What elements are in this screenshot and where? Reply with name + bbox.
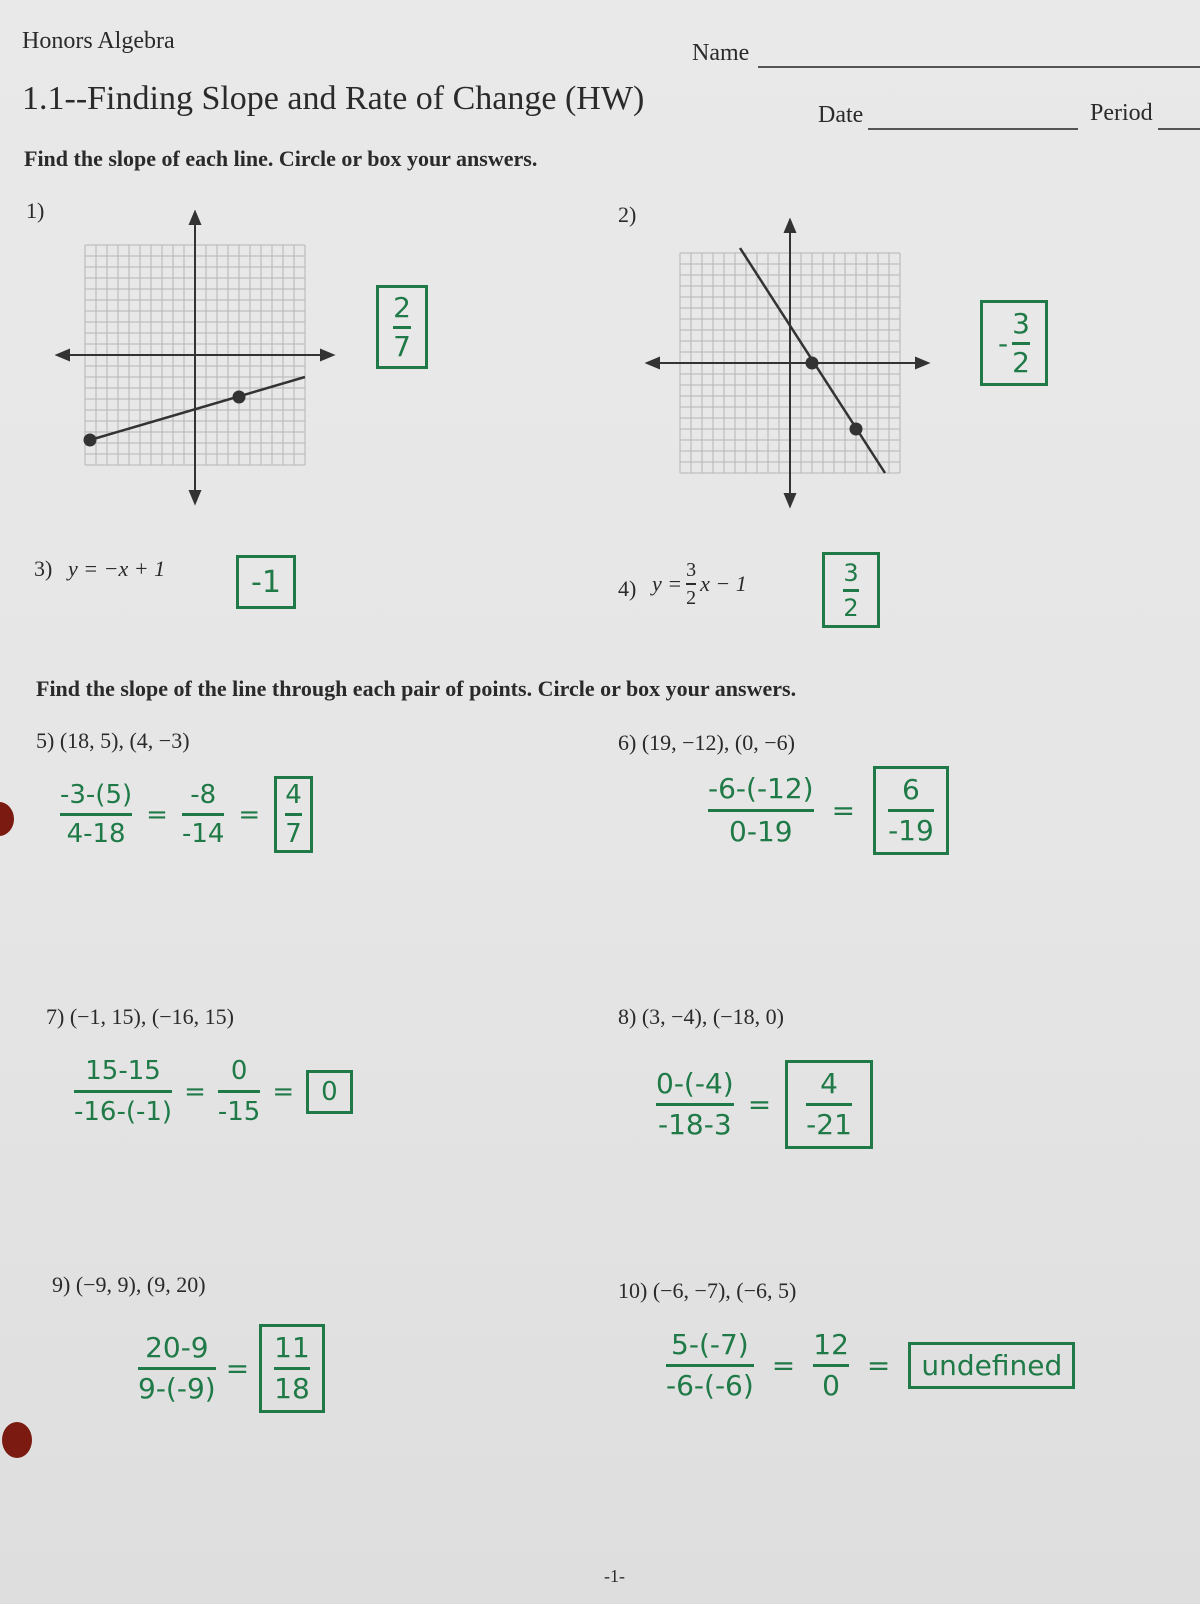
problem-10-points: 10) (−6, −7), (−6, 5) xyxy=(618,1278,797,1303)
p9-work1-num: 20-9 xyxy=(145,1331,209,1364)
problem-2-graph xyxy=(645,218,935,518)
p8-equals-1: = xyxy=(747,1088,772,1121)
p5-work2-num: -8 xyxy=(190,780,217,810)
p9-answer-den: 18 xyxy=(274,1372,310,1405)
p9-equals-1: = xyxy=(225,1352,250,1385)
binder-hole-1 xyxy=(0,802,14,836)
problem-1-answer-den: 7 xyxy=(393,329,411,363)
fraction-bar xyxy=(393,326,411,329)
problem-2-answer-sign: - xyxy=(998,326,1009,360)
p6-work1-num: -6-(-12) xyxy=(708,772,814,805)
p8-answer-num: 4 xyxy=(820,1067,838,1100)
problem-6-work xyxy=(708,766,949,855)
p5-work1-num: -3-(5) xyxy=(60,780,133,810)
problem-6-points: 6) (19, −12), (0, −6) xyxy=(618,730,795,755)
problem-2-answer-box xyxy=(980,300,1048,386)
p5-equals-2: = xyxy=(238,799,261,830)
p8-work1-num: 0-(-4) xyxy=(656,1067,734,1100)
problem-3-number: 3) xyxy=(34,556,53,581)
p9-work1-den: 9-(-9) xyxy=(138,1372,216,1405)
p6-equals-1: = xyxy=(831,794,856,827)
problem-1-graph xyxy=(55,210,345,510)
name-label: Name xyxy=(692,40,750,66)
problem-4-eq-fraction xyxy=(686,560,696,608)
problem-8-work xyxy=(656,1060,873,1149)
problem-10-work xyxy=(666,1330,1075,1401)
fraction-bar xyxy=(182,813,224,816)
fraction-bar xyxy=(686,583,696,585)
problem-9-points: 9) (−9, 9), (9, 20) xyxy=(52,1272,206,1297)
name-line xyxy=(758,66,1200,68)
problem-7-work xyxy=(74,1056,353,1127)
problem-6-answer-box xyxy=(873,766,949,855)
p5-work1-den: 4-18 xyxy=(66,819,126,849)
problem-8-answer-box xyxy=(785,1060,873,1149)
problem-1-number: 1) xyxy=(26,198,45,223)
fraction-bar xyxy=(218,1090,260,1093)
period-label: Period xyxy=(1090,100,1153,126)
p10-equals-2: = xyxy=(866,1349,891,1382)
p6-answer-num: 6 xyxy=(902,773,920,806)
binder-hole-2 xyxy=(2,1422,32,1458)
page-title: 1.1--Finding Slope and Rate of Change (HW) xyxy=(22,80,645,117)
p10-equals-1: = xyxy=(771,1349,796,1382)
course-name: Honors Algebra xyxy=(22,28,175,54)
problem-4-equation xyxy=(652,560,747,608)
problem-3-answer-box: -1 xyxy=(236,555,296,609)
problem-4-answer-box xyxy=(822,552,880,628)
problem-2-answer-den: 2 xyxy=(1012,345,1030,379)
p6-answer-den: -19 xyxy=(888,814,934,847)
fraction-bar xyxy=(708,809,814,812)
p7-work1-den: -16-(-1) xyxy=(74,1097,173,1127)
p7-work2-den: -15 xyxy=(217,1097,261,1127)
problem-4-eq-left: y = xyxy=(652,570,683,596)
p10-work1-num: 5-(-7) xyxy=(671,1328,749,1361)
problem-2-number: 2) xyxy=(618,202,637,227)
fraction-bar xyxy=(285,813,302,816)
problem-1-answer-box xyxy=(376,285,428,369)
problem-9-answer-box xyxy=(259,1324,325,1413)
fraction-bar xyxy=(806,1103,852,1106)
problem-4-answer-den: 2 xyxy=(843,593,859,622)
problem-1-answer-num: 2 xyxy=(393,290,411,324)
problem-7-answer-box: 0 xyxy=(306,1070,353,1114)
p8-answer-den: -21 xyxy=(806,1108,852,1141)
p8-work1-den: -18-3 xyxy=(658,1108,732,1141)
p5-equals-1: = xyxy=(146,799,168,830)
problem-10-answer-box: undefined xyxy=(908,1342,1075,1389)
problem-4-answer-num: 3 xyxy=(843,558,859,587)
problem-9-work xyxy=(138,1324,325,1413)
problem-2-answer-num: 3 xyxy=(1012,306,1030,340)
fraction-bar xyxy=(888,809,934,812)
fraction-bar xyxy=(656,1103,734,1106)
fraction-bar xyxy=(666,1364,754,1367)
p9-answer-num: 11 xyxy=(274,1331,310,1364)
problem-3-equation: y = −x + 1 xyxy=(68,556,166,581)
fraction-bar xyxy=(813,1364,849,1367)
problem-8-points: 8) (3, −4), (−18, 0) xyxy=(618,1004,784,1029)
p7-equals-2: = xyxy=(272,1076,295,1107)
problem-4-number: 4) xyxy=(618,576,637,601)
p5-answer-den: 7 xyxy=(285,819,302,849)
p10-work2-den: 0 xyxy=(822,1369,840,1402)
problem-7-points: 7) (−1, 15), (−16, 15) xyxy=(46,1004,234,1029)
fraction-bar xyxy=(138,1367,216,1370)
p7-work2-num: 0 xyxy=(230,1056,248,1086)
problem-4-eq-right: x − 1 xyxy=(700,570,747,596)
p6-work1-den: 0-19 xyxy=(729,815,793,848)
fraction-bar xyxy=(60,813,132,816)
p10-work2-num: 12 xyxy=(813,1328,849,1361)
fraction-bar xyxy=(1012,342,1030,345)
p10-work1-den: -6-(-6) xyxy=(666,1369,754,1402)
problem-4-eq-num: 3 xyxy=(686,559,697,581)
fraction-bar xyxy=(74,1090,172,1093)
p5-answer-num: 4 xyxy=(285,780,302,810)
problem-5-points: 5) (18, 5), (4, −3) xyxy=(36,728,190,753)
date-line xyxy=(868,128,1078,130)
p5-work2-den: -14 xyxy=(181,819,225,849)
problem-5-answer-box xyxy=(274,776,313,853)
page-number: -1- xyxy=(604,1566,625,1586)
section1-instructions: Find the slope of each line. Circle or box your answers. xyxy=(24,146,538,171)
section2-instructions: Find the slope of the line through each pair of points. Circle or box your answers. xyxy=(36,676,797,701)
date-label: Date xyxy=(818,102,864,128)
fraction-bar xyxy=(274,1367,310,1370)
problem-5-work xyxy=(60,776,313,853)
fraction-bar xyxy=(843,589,858,592)
p7-work1-num: 15-15 xyxy=(85,1056,161,1086)
p7-equals-1: = xyxy=(184,1076,206,1107)
problem-4-eq-den: 2 xyxy=(686,586,697,609)
period-line xyxy=(1158,128,1200,130)
